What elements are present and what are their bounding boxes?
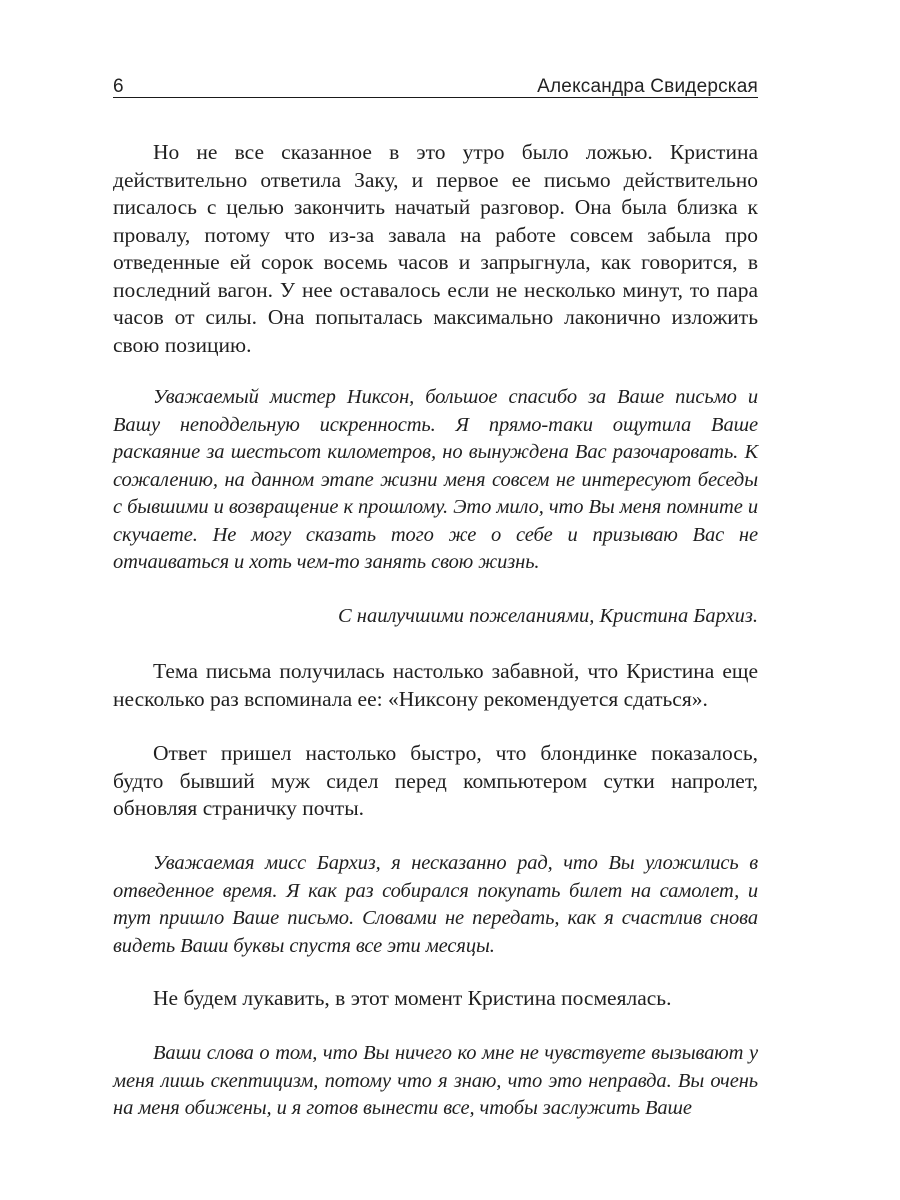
paragraph-text: Не будем лукавить, в этот момент Кристина посмеялась. xyxy=(153,986,672,1010)
page-number: 6 xyxy=(113,76,124,97)
letter-2 xyxy=(113,850,758,960)
narrative-paragraph-4 xyxy=(113,985,758,1013)
narrative-paragraph-1 xyxy=(113,139,758,359)
letter-text: Уважаемый мистер Никсон, большое спасибо за Ваше письмо и Вашу неподдельную искренность. Я прямо-таки ощутила Ваше раскаяние за шестьсот километров, но вынуждена Вас разочаровать. К сожалению, на данном этапе жизни меня совсем не интересуют беседы с бывшими и возвращение к прошлому. Это мило, что Вы меня помните и скучаете. Не могу сказать того же о себе и призываю Вас не отчаиваться и хоть чем-то занять свою жизнь. xyxy=(113,386,758,573)
book-page xyxy=(113,0,758,1200)
paragraph-text: Но не все сказанное в это утро было ложью. Кристина действительно ответила Заку, и первое ее письмо действительно писалось с целью закончить начатый разговор. Она была близка к провалу, потому что из-за завала на работе совсем забыла про отведенные ей сорок восемь часов и запрыгнула, как говорится, в последний вагон. У нее оставалось если не несколько минут, то пара часов от силы. Она попыталась максимально лаконично изложить свою позицию. xyxy=(113,140,758,357)
paragraph-text: Тема письма получилась настолько забавной, что Кристина еще несколько раз вспоминала ее: «Никсону рекомендуется сдаться». xyxy=(113,659,758,711)
letter-text: Ваши слова о том, что Вы ничего ко мне не чувствуете вызывают у меня лишь скептицизм, потому что я знаю, что это неправда. Вы очень на меня обижены, и я готов вынести все, чтобы заслужить Ваше xyxy=(113,1042,758,1119)
letter-1 xyxy=(113,384,758,577)
header-rule xyxy=(113,97,758,98)
paragraph-text: Ответ пришел настолько быстро, что блондинке показалось, будто бывший муж сидел перед компьютером сутки напролет, обновляя страничку почты. xyxy=(113,741,758,820)
letter-text: Уважаемая мисс Бархиз, я несказанно рад, что Вы уложились в отведенное время. Я как раз собирался покупать билет на самолет, и тут пришло Ваше письмо. Словами не передать, как я счастлив снова видеть Ваши буквы спустя все эти месяцы. xyxy=(113,852,758,957)
author-name: Александра Свидерская xyxy=(537,76,758,97)
narrative-paragraph-3 xyxy=(113,740,758,823)
letter-1-signature: С наилучшими пожеланиями, Кристина Бархиз. xyxy=(337,605,758,627)
letter-3 xyxy=(113,1040,758,1123)
narrative-paragraph-2 xyxy=(113,658,758,713)
running-header xyxy=(113,70,758,98)
